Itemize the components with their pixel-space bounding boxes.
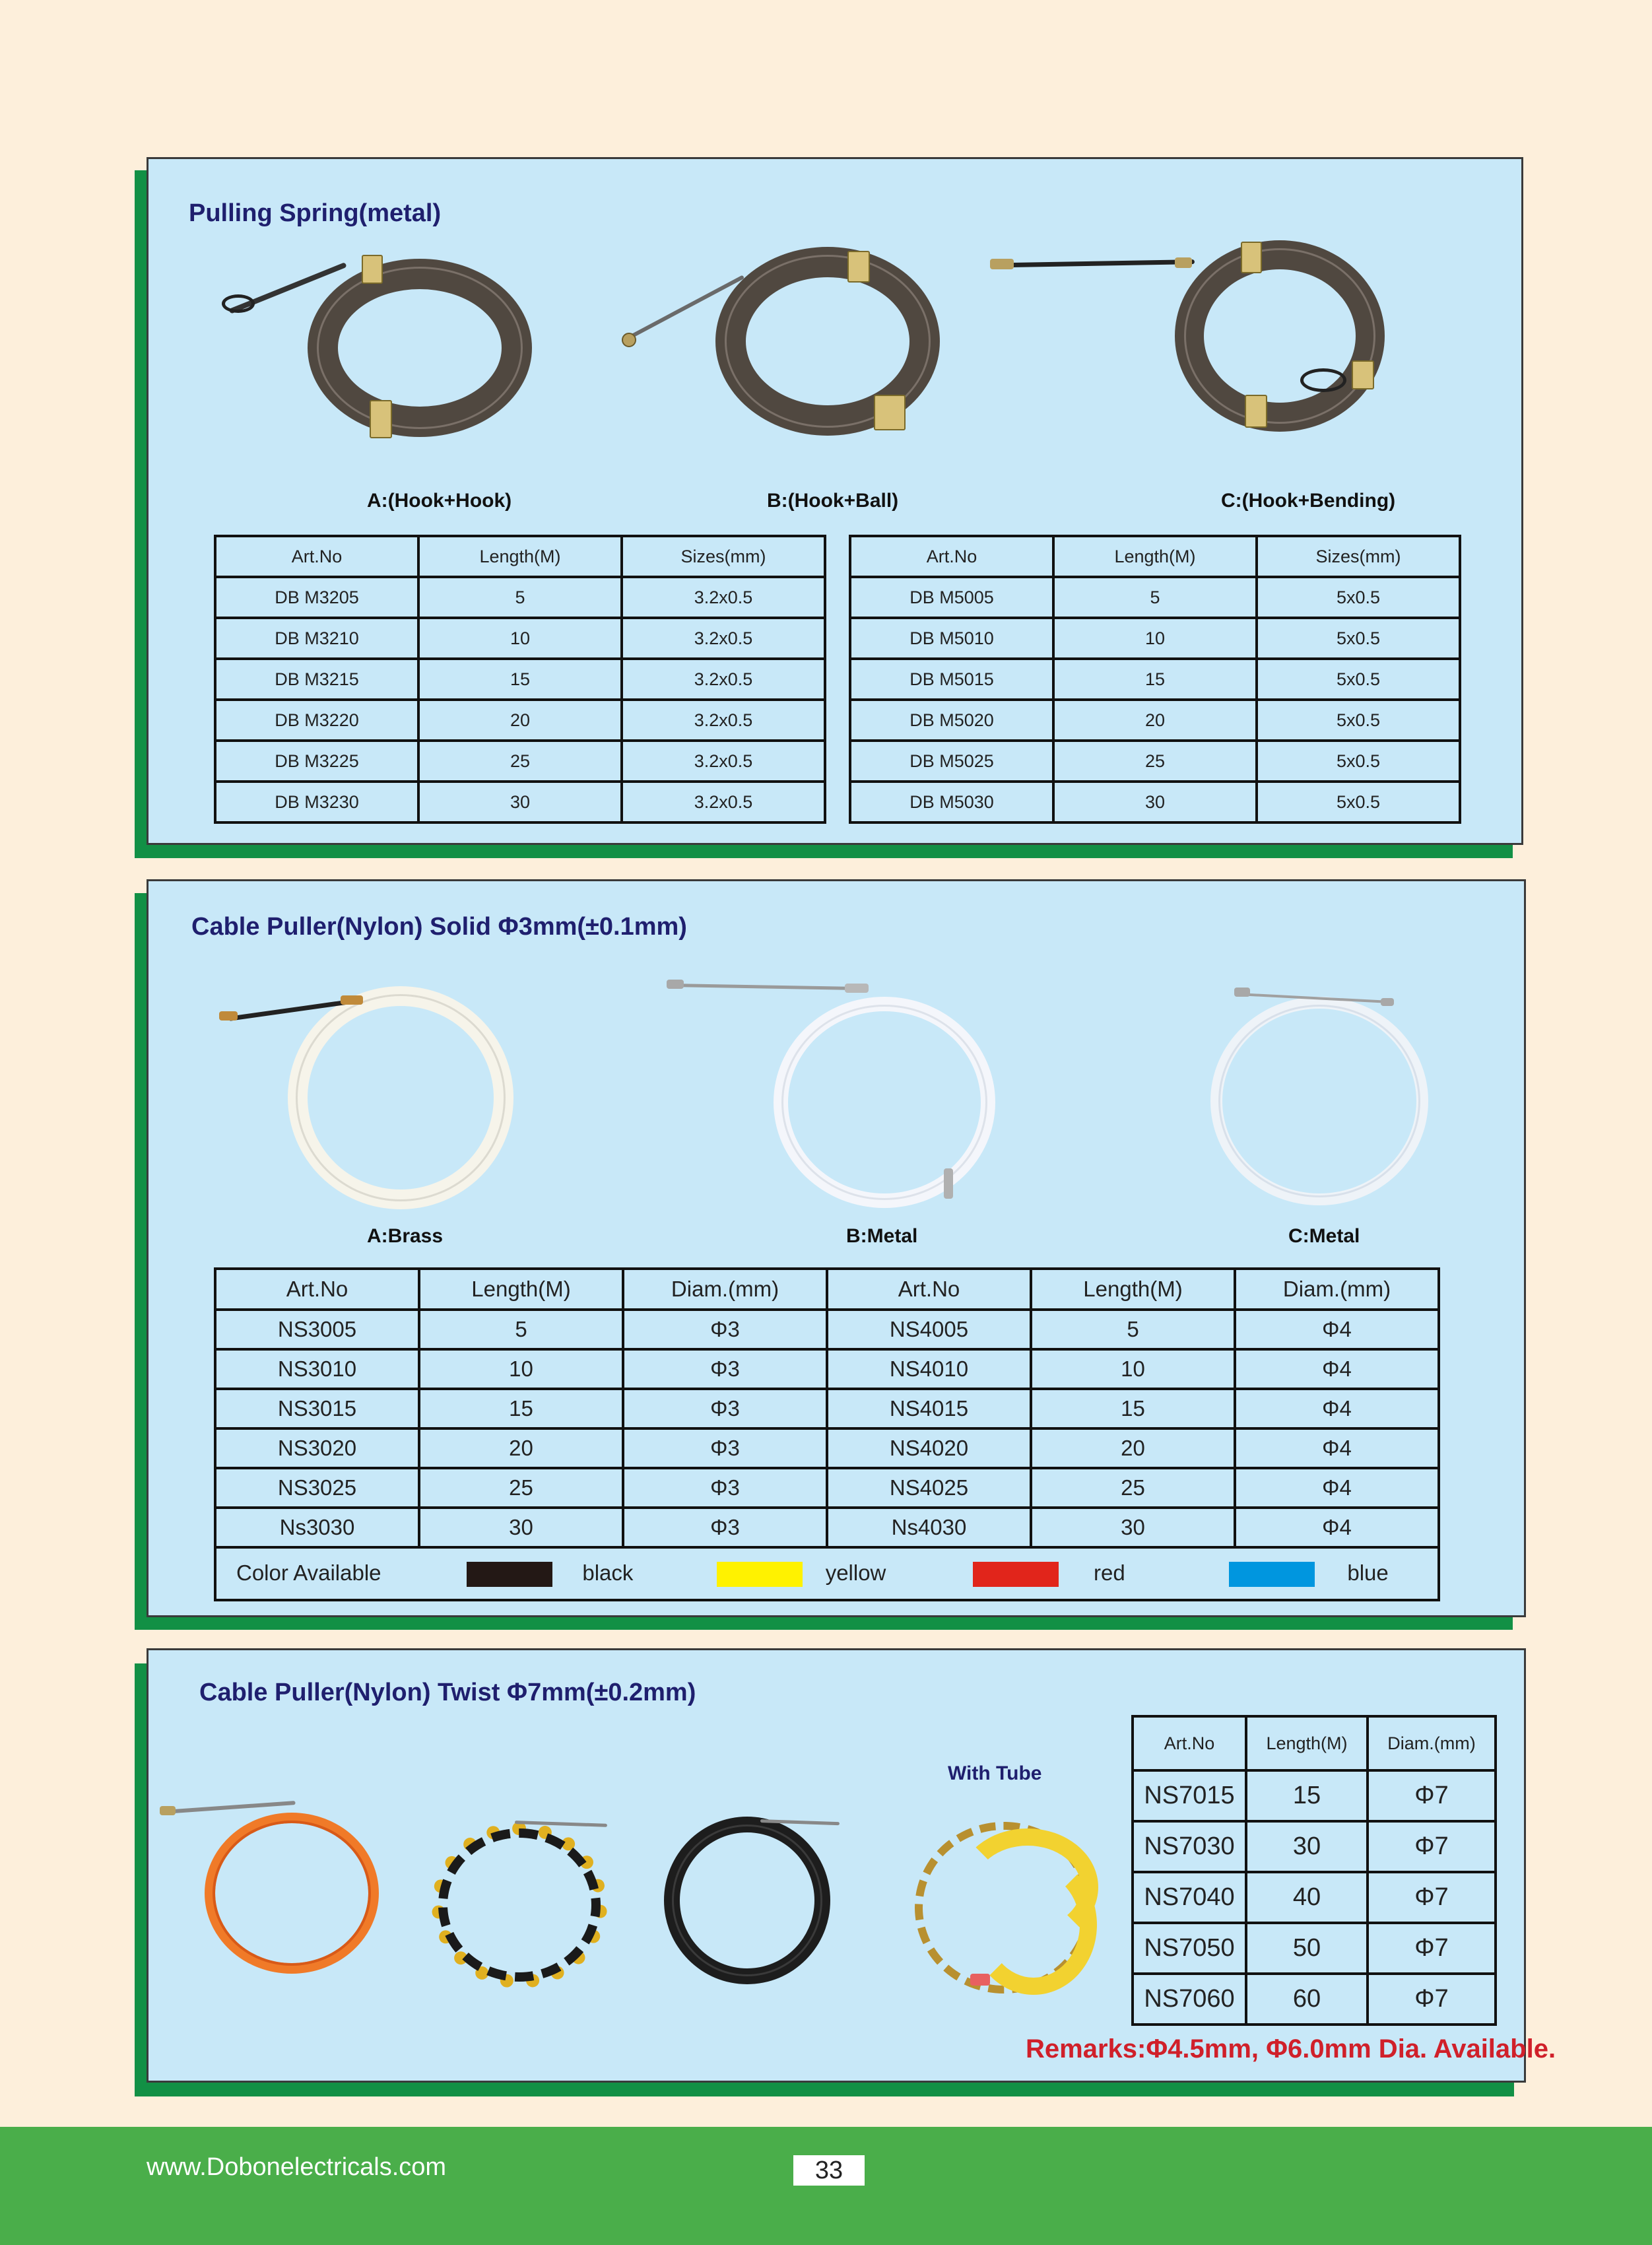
table-row <box>215 700 825 741</box>
table-cell: NS3025 <box>215 1468 419 1508</box>
table-cell: Φ4 <box>1235 1468 1439 1508</box>
caption-metal-b: B:Metal <box>846 1225 918 1247</box>
table-cell: Ns4030 <box>827 1508 1031 1547</box>
table-cell: 10 <box>1031 1349 1235 1389</box>
table-cell: 5x0.5 <box>1257 618 1460 659</box>
table-cell: NS3010 <box>215 1349 419 1389</box>
table-row <box>850 700 1460 741</box>
table-header: Diam.(mm) <box>623 1269 827 1310</box>
table-cell: 3.2x0.5 <box>622 577 825 618</box>
table-cell: DB M5005 <box>850 577 1053 618</box>
table-cell: 5x0.5 <box>1257 577 1460 618</box>
table-cell: DB M5025 <box>850 741 1053 782</box>
table-cell: 15 <box>1246 1770 1368 1821</box>
table-cell: 25 <box>419 1468 623 1508</box>
table-row <box>215 1310 1439 1349</box>
caption-c: C:(Hook+Bending) <box>1221 490 1396 512</box>
table-cell: 3.2x0.5 <box>622 618 825 659</box>
table-row <box>215 741 825 782</box>
table-cell: DB M5010 <box>850 618 1053 659</box>
table-cell: NS7030 <box>1133 1821 1246 1872</box>
table-header: Art.No <box>1133 1716 1246 1770</box>
table-cell: Φ7 <box>1368 1923 1496 1974</box>
section1-title: Pulling Spring(metal) <box>189 199 442 227</box>
table-cell: NS4025 <box>827 1468 1031 1508</box>
table-cell: NS7040 <box>1133 1872 1246 1923</box>
table-cell: Φ4 <box>1235 1428 1439 1468</box>
table-header: Length(M) <box>1053 536 1257 577</box>
table-row <box>215 1508 1439 1547</box>
table-cell: Φ3 <box>623 1310 827 1349</box>
table-cell: Φ4 <box>1235 1310 1439 1349</box>
table-cell: NS4020 <box>827 1428 1031 1468</box>
table-cell: Φ3 <box>623 1389 827 1428</box>
table-cell: DB M5030 <box>850 782 1053 822</box>
table-cell: 5 <box>419 1310 623 1349</box>
table-cell: 5x0.5 <box>1257 782 1460 822</box>
table-row <box>215 1468 1439 1508</box>
table-cell: 15 <box>1053 659 1257 700</box>
table-row <box>850 659 1460 700</box>
table-cell: 30 <box>1053 782 1257 822</box>
black-swatch <box>467 1562 552 1587</box>
table-cell: Φ3 <box>623 1508 827 1547</box>
table-cell: 5x0.5 <box>1257 659 1460 700</box>
table-header: Art.No <box>850 536 1053 577</box>
section2-title: Cable Puller(Nylon) Solid Φ3mm(±0.1mm) <box>191 913 687 941</box>
color-available-row <box>215 1547 1439 1600</box>
table-row <box>215 577 825 618</box>
table-row <box>1133 1770 1496 1821</box>
table-row <box>1133 1821 1496 1872</box>
table-row <box>850 741 1460 782</box>
caption-b: B:(Hook+Ball) <box>767 490 899 512</box>
table-cell: 5 <box>1031 1310 1235 1349</box>
spring-table-left <box>214 535 826 824</box>
table-cell: Φ3 <box>623 1428 827 1468</box>
table-header: Art.No <box>215 1269 419 1310</box>
table-cell: NS4005 <box>827 1310 1031 1349</box>
table-cell: NS7050 <box>1133 1923 1246 1974</box>
spring-table-right <box>849 535 1461 824</box>
table-row <box>215 1389 1439 1428</box>
table-row <box>1133 1923 1496 1974</box>
table-cell: 40 <box>1246 1872 1368 1923</box>
table-cell: NS3015 <box>215 1389 419 1428</box>
table-header: Diam.(mm) <box>1368 1716 1496 1770</box>
caption-metal-c: C:Metal <box>1288 1225 1360 1247</box>
table-cell: Φ7 <box>1368 1974 1496 2025</box>
table-cell: 3.2x0.5 <box>622 741 825 782</box>
footer-bar <box>0 2127 1652 2245</box>
table-row <box>215 1349 1439 1389</box>
table-cell: NS7060 <box>1133 1974 1246 2025</box>
table-row <box>850 782 1460 822</box>
table-cell: 30 <box>1031 1508 1235 1547</box>
table-cell: Φ4 <box>1235 1508 1439 1547</box>
table-cell: DB M3230 <box>215 782 418 822</box>
table-cell: Φ7 <box>1368 1770 1496 1821</box>
table-header: Art.No <box>827 1269 1031 1310</box>
color-available-label: Color Available <box>236 1560 381 1585</box>
table-header: Length(M) <box>1246 1716 1368 1770</box>
red-swatch <box>973 1562 1059 1587</box>
table-row <box>215 1428 1439 1468</box>
table-cell: 5x0.5 <box>1257 700 1460 741</box>
table-cell: 10 <box>418 618 622 659</box>
section3-title: Cable Puller(Nylon) Twist Φ7mm(±0.2mm) <box>199 1679 696 1706</box>
table-row <box>1133 1872 1496 1923</box>
table-cell: 20 <box>418 700 622 741</box>
table-cell: 25 <box>1031 1468 1235 1508</box>
color-available-cell <box>215 1547 1439 1600</box>
page-number: 33 <box>793 2155 865 2186</box>
table-cell: Φ3 <box>623 1349 827 1389</box>
table-row <box>850 577 1460 618</box>
table-row <box>215 618 825 659</box>
table-cell: 60 <box>1246 1974 1368 2025</box>
table-cell: 25 <box>418 741 622 782</box>
table-header: Length(M) <box>1031 1269 1235 1310</box>
table-cell: 5x0.5 <box>1257 741 1460 782</box>
table-cell: Φ4 <box>1235 1349 1439 1389</box>
table-cell: NS3020 <box>215 1428 419 1468</box>
with-tube-caption: With Tube <box>948 1762 1042 1784</box>
color-name-blue: blue <box>1347 1560 1389 1585</box>
caption-brass: A:Brass <box>367 1225 444 1247</box>
twist-table <box>1131 1715 1497 2026</box>
table-cell: 10 <box>419 1349 623 1389</box>
table-header: Diam.(mm) <box>1235 1269 1439 1310</box>
table-cell: 15 <box>419 1389 623 1428</box>
table-cell: 30 <box>1246 1821 1368 1872</box>
table-cell: 25 <box>1053 741 1257 782</box>
table-row <box>850 618 1460 659</box>
caption-a: A:(Hook+Hook) <box>367 490 512 512</box>
color-name-black: black <box>582 1560 634 1585</box>
table-cell: NS4015 <box>827 1389 1031 1428</box>
nylon-solid-table <box>214 1267 1440 1601</box>
table-cell: Φ7 <box>1368 1872 1496 1923</box>
table-cell: 50 <box>1246 1923 1368 1974</box>
table-cell: DB M3210 <box>215 618 418 659</box>
table-cell: 15 <box>418 659 622 700</box>
table-cell: Φ7 <box>1368 1821 1496 1872</box>
table-cell: 5 <box>418 577 622 618</box>
blue-swatch <box>1229 1562 1315 1587</box>
table-header: Art.No <box>215 536 418 577</box>
table-cell: DB M3225 <box>215 741 418 782</box>
table-cell: 20 <box>1053 700 1257 741</box>
table-row <box>215 782 825 822</box>
table-row <box>1133 1974 1496 2025</box>
table-header: Sizes(mm) <box>1257 536 1460 577</box>
table-cell: 10 <box>1053 618 1257 659</box>
table-cell: 20 <box>1031 1428 1235 1468</box>
table-header: Sizes(mm) <box>622 536 825 577</box>
table-header: Length(M) <box>419 1269 623 1310</box>
table-cell: 20 <box>419 1428 623 1468</box>
table-cell: Ns3030 <box>215 1508 419 1547</box>
table-cell: 30 <box>419 1508 623 1547</box>
table-row <box>215 659 825 700</box>
table-cell: Φ3 <box>623 1468 827 1508</box>
table-cell: NS3005 <box>215 1310 419 1349</box>
table-cell: 5 <box>1053 577 1257 618</box>
table-cell: 3.2x0.5 <box>622 659 825 700</box>
table-cell: 30 <box>418 782 622 822</box>
color-name-yellow: yellow <box>825 1560 886 1585</box>
table-cell: Φ4 <box>1235 1389 1439 1428</box>
table-cell: DB M3215 <box>215 659 418 700</box>
table-cell: 15 <box>1031 1389 1235 1428</box>
color-name-red: red <box>1094 1560 1125 1585</box>
table-cell: DB M5020 <box>850 700 1053 741</box>
remarks-text: Remarks:Φ4.5mm, Φ6.0mm Dia. Available. <box>1026 2034 1556 2063</box>
table-cell: DB M5015 <box>850 659 1053 700</box>
table-cell: DB M3220 <box>215 700 418 741</box>
table-cell: 3.2x0.5 <box>622 700 825 741</box>
website-link[interactable]: www.Dobonelectricals.com <box>147 2153 447 2181</box>
table-cell: NS4010 <box>827 1349 1031 1389</box>
table-cell: NS7015 <box>1133 1770 1246 1821</box>
table-cell: 3.2x0.5 <box>622 782 825 822</box>
yellow-swatch <box>717 1562 803 1587</box>
table-header: Length(M) <box>418 536 622 577</box>
table-cell: DB M3205 <box>215 577 418 618</box>
